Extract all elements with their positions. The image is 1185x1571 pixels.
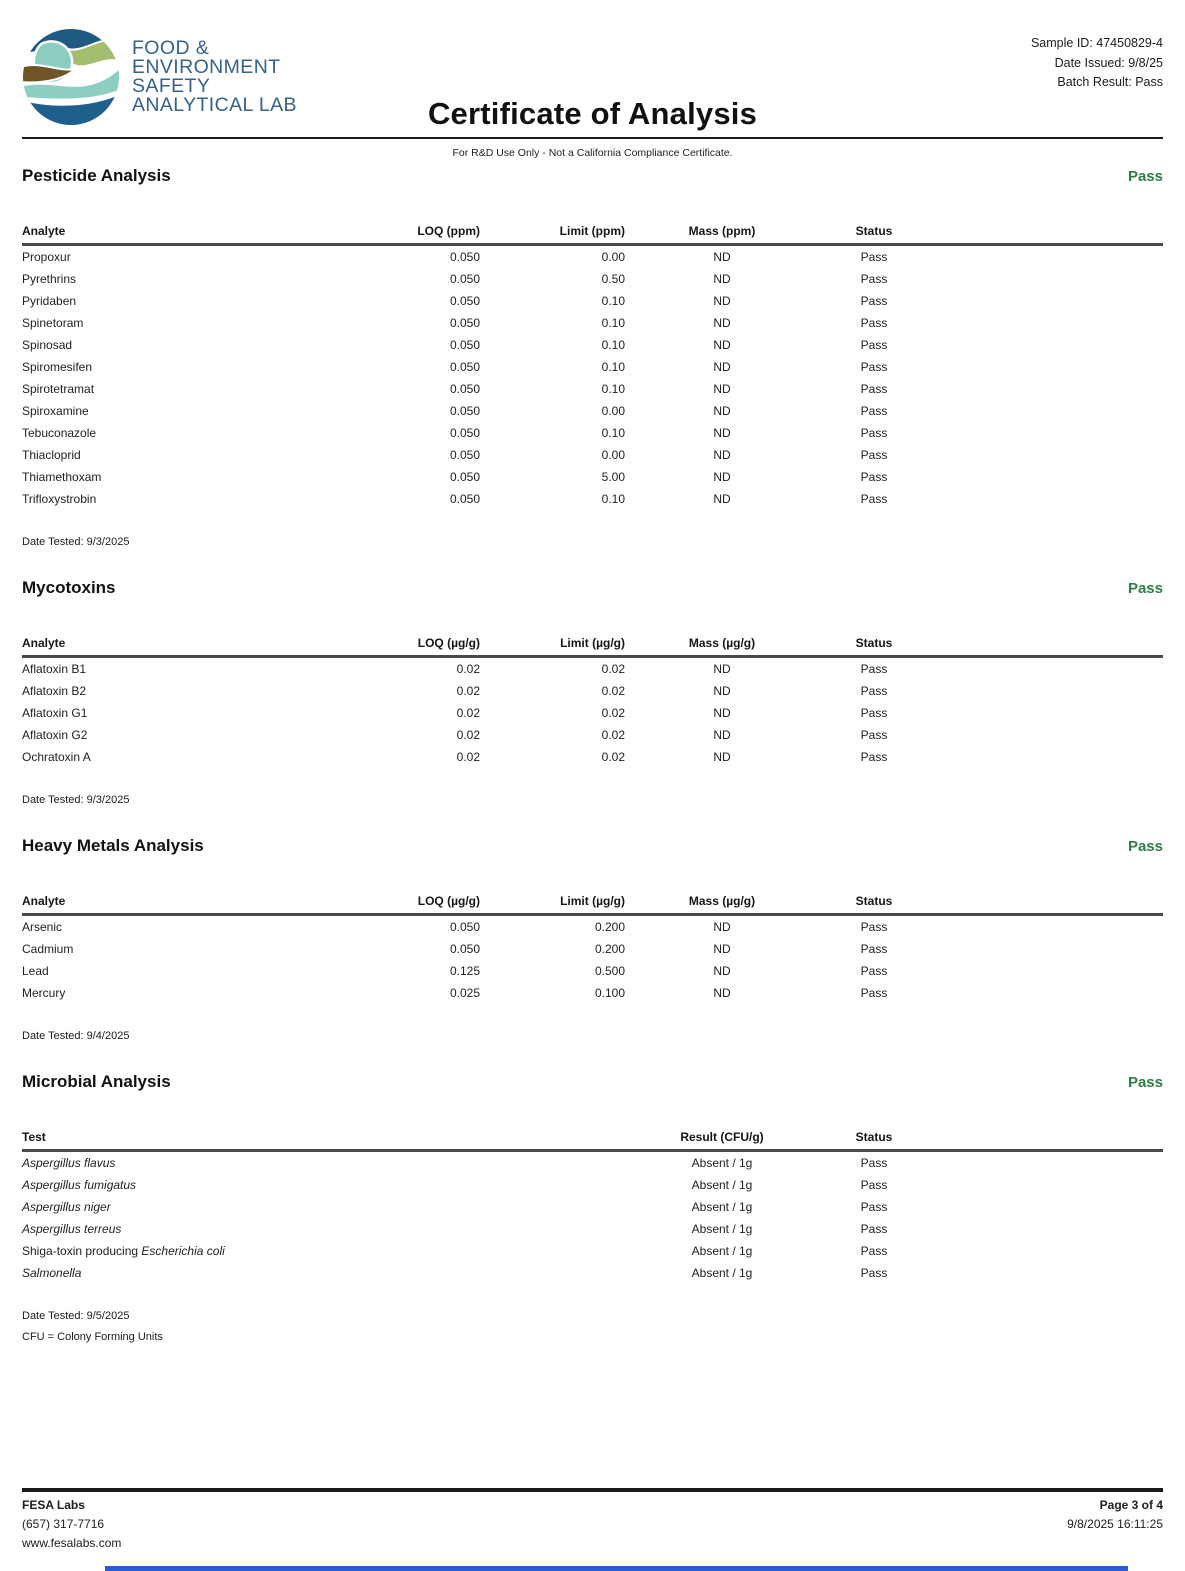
sample-info-block: [1031, 34, 1163, 93]
cell-filler: [929, 960, 1163, 982]
cell-analyte: Mercury: [22, 986, 66, 1000]
table-row: [22, 400, 1163, 422]
document-title: Certificate of Analysis: [427, 96, 758, 131]
table-row: [22, 938, 1163, 960]
header-status: Status: [819, 624, 929, 657]
section-header: [22, 836, 1163, 856]
table-row: [22, 1174, 1163, 1196]
cell-loq: 0.025: [449, 986, 480, 1000]
cell-test-name: [22, 1262, 625, 1284]
cell-limit: 0.00: [601, 448, 625, 462]
cell-limit: 0.02: [601, 684, 625, 698]
section-title: Microbial Analysis: [22, 1072, 171, 1091]
cell-mass: ND: [713, 338, 731, 352]
cell-loq: 0.02: [456, 706, 480, 720]
test-name-italic: Aspergillus niger: [22, 1200, 111, 1214]
cell-filler: [929, 1151, 1163, 1175]
cell-mass: ND: [713, 964, 731, 978]
cell-filler: [929, 746, 1163, 768]
cell-filler: [929, 680, 1163, 702]
cell-filler: [929, 724, 1163, 746]
section-header: [22, 166, 1163, 186]
cell-limit: 0.10: [601, 426, 625, 440]
cell-status: Pass: [860, 1222, 888, 1236]
cell-analyte: Thiamethoxam: [22, 470, 102, 484]
cell-filler: [929, 657, 1163, 681]
footer-page-number: Page 3 of 4: [1099, 1498, 1163, 1512]
footer-accent-bar: [105, 1566, 1128, 1571]
cell-filler: [929, 290, 1163, 312]
cell-mass: ND: [713, 750, 731, 764]
cell-filler: [929, 488, 1163, 510]
section-title: Pesticide Analysis: [22, 166, 171, 185]
table-row: [22, 1218, 1163, 1240]
date-tested-note: Date Tested: 9/3/2025: [22, 794, 130, 806]
header-limit: Limit (ppm): [480, 212, 625, 245]
table-row: [22, 290, 1163, 312]
table-row: [22, 378, 1163, 400]
table-row: [22, 1196, 1163, 1218]
section-microbial-analysis: [22, 1072, 1163, 1343]
header-filler: [929, 624, 1163, 657]
cell-test-name: [22, 1240, 625, 1262]
cell-filler: [929, 1218, 1163, 1240]
cell-analyte: Arsenic: [22, 920, 63, 934]
cell-analyte: Lead: [22, 964, 49, 978]
section-header: [22, 578, 1163, 598]
cell-status: Pass: [860, 492, 888, 506]
cell-result: Absent / 1g: [691, 1244, 753, 1258]
test-name-italic: Escherichia coli: [141, 1244, 225, 1258]
cell-mass: ND: [713, 382, 731, 396]
cell-analyte: Trifloxystrobin: [22, 492, 97, 506]
cell-status: Pass: [860, 404, 888, 418]
disclaimer-text: For R&D Use Only - Not a California Compliance Certificate.: [452, 147, 733, 159]
cell-loq: 0.050: [449, 404, 480, 418]
cell-mass: ND: [713, 492, 731, 506]
header-status: Status: [819, 212, 929, 245]
cell-analyte: Tebuconazole: [22, 426, 97, 440]
cell-limit: 0.500: [594, 964, 625, 978]
cell-mass: ND: [713, 426, 731, 440]
cell-status: Pass: [860, 250, 888, 264]
header-analyte: Analyte: [22, 624, 352, 657]
header-result: Result (CFU/g): [625, 1118, 819, 1151]
report-body: [22, 163, 1163, 1343]
cell-status: Pass: [860, 728, 888, 742]
footer-phone: (657) 317-7716: [22, 1517, 105, 1531]
cell-loq: 0.050: [449, 448, 480, 462]
cell-filler: [929, 378, 1163, 400]
wordmark-line: ENVIRONMENT: [132, 56, 281, 78]
cell-mass: ND: [713, 942, 731, 956]
cell-filler: [929, 422, 1163, 444]
section-title: Heavy Metals Analysis: [22, 836, 204, 855]
table-row: [22, 960, 1163, 982]
cell-mass: ND: [713, 728, 731, 742]
cell-status: Pass: [860, 1244, 888, 1258]
cell-analyte: Spinosad: [22, 338, 73, 352]
cell-test-name: [22, 1218, 625, 1240]
pesticide-table: [22, 212, 1163, 510]
table-header-row: [22, 624, 1163, 657]
cell-analyte: Pyrethrins: [22, 272, 77, 286]
table-row: [22, 488, 1163, 510]
cell-limit: 0.00: [601, 250, 625, 264]
cell-filler: [929, 400, 1163, 422]
cell-status: Pass: [860, 338, 888, 352]
table-row: [22, 444, 1163, 466]
table-row: [22, 702, 1163, 724]
cell-mass: ND: [713, 360, 731, 374]
cell-status: Pass: [860, 706, 888, 720]
header-mass: Mass (ppm): [625, 212, 819, 245]
cell-analyte: Spinetoram: [22, 316, 84, 330]
cell-status: Pass: [860, 272, 888, 286]
cfu-definition-note: CFU = Colony Forming Units: [22, 1331, 163, 1343]
section-status-badge: Pass: [1127, 168, 1163, 185]
cell-loq: 0.050: [449, 470, 480, 484]
cell-mass: ND: [713, 250, 731, 264]
cell-status: Pass: [860, 942, 888, 956]
cell-analyte: Propoxur: [22, 250, 71, 264]
header-limit: Limit (µg/g): [480, 882, 625, 915]
cell-limit: 5.00: [601, 470, 625, 484]
header-limit: Limit (µg/g): [480, 624, 625, 657]
cell-result: Absent / 1g: [691, 1200, 753, 1214]
cell-limit: 0.02: [601, 750, 625, 764]
cell-status: Pass: [860, 294, 888, 308]
footer-website: www.fesalabs.com: [22, 1536, 122, 1550]
cell-loq: 0.050: [449, 942, 480, 956]
footer-company: FESA Labs: [22, 1498, 85, 1512]
wordmark-line: SAFETY: [132, 75, 211, 97]
test-name-italic: Aspergillus fumigatus: [22, 1178, 137, 1192]
cell-loq: 0.02: [456, 662, 480, 676]
batch-result: Batch Result: Pass: [1057, 75, 1163, 89]
microbial-table: [22, 1118, 1163, 1284]
cell-loq: 0.050: [449, 338, 480, 352]
cell-status: Pass: [860, 470, 888, 484]
cell-loq: 0.050: [449, 250, 480, 264]
cell-mass: ND: [713, 684, 731, 698]
header-status: Status: [819, 882, 929, 915]
table-row: [22, 680, 1163, 702]
section-status-badge: Pass: [1127, 838, 1163, 855]
header-loq: LOQ (µg/g): [352, 624, 480, 657]
cell-status: Pass: [860, 1156, 888, 1170]
cell-filler: [929, 312, 1163, 334]
cell-limit: 0.100: [594, 986, 625, 1000]
cell-loq: 0.050: [449, 272, 480, 286]
cell-mass: ND: [713, 920, 731, 934]
wordmark-line: ANALYTICAL LAB: [132, 94, 297, 116]
cell-filler: [929, 1196, 1163, 1218]
cell-limit: 0.50: [601, 272, 625, 286]
footer-left: [22, 1498, 121, 1555]
table-header-row: [22, 1118, 1163, 1151]
header-status: Status: [819, 1118, 929, 1151]
cell-limit: 0.02: [601, 706, 625, 720]
cell-analyte: Spiroxamine: [22, 404, 89, 418]
cell-mass: ND: [713, 294, 731, 308]
cell-limit: 0.00: [601, 404, 625, 418]
header-filler: [929, 882, 1163, 915]
cell-filler: [929, 1174, 1163, 1196]
cell-mass: ND: [713, 448, 731, 462]
cell-status: Pass: [860, 662, 888, 676]
cell-status: Pass: [860, 316, 888, 330]
cell-result: Absent / 1g: [691, 1222, 753, 1236]
date-tested-note: Date Tested: 9/4/2025: [22, 1030, 130, 1042]
cell-analyte: Aflatoxin B1: [22, 662, 87, 676]
cell-limit: 0.10: [601, 338, 625, 352]
page-footer: [22, 1488, 1163, 1555]
cell-filler: [929, 938, 1163, 960]
cell-loq: 0.050: [449, 294, 480, 308]
section-status-badge: Pass: [1127, 1074, 1163, 1091]
date-issued: Date Issued: 9/8/25: [1054, 55, 1163, 70]
test-name-regular: Shiga-toxin producing: [22, 1244, 142, 1258]
mycotoxins-table: [22, 624, 1163, 768]
cell-result: Absent / 1g: [691, 1178, 753, 1192]
test-name-italic: Aspergillus terreus: [22, 1222, 122, 1236]
cell-filler: [929, 444, 1163, 466]
cell-loq: 0.050: [449, 316, 480, 330]
header-mass: Mass (µg/g): [625, 624, 819, 657]
cell-limit: 0.10: [601, 316, 625, 330]
cell-loq: 0.050: [449, 360, 480, 374]
date-tested-note: Date Tested: 9/5/2025: [22, 1310, 130, 1322]
cell-limit: 0.10: [601, 360, 625, 374]
wordmark-line: FOOD &: [132, 37, 210, 59]
test-name-italic: Aspergillus flavus: [22, 1156, 116, 1170]
cell-status: Pass: [860, 684, 888, 698]
cell-result: Absent / 1g: [691, 1156, 753, 1170]
cell-loq: 0.050: [449, 492, 480, 506]
cell-test-name: [22, 1151, 625, 1175]
cell-filler: [929, 1240, 1163, 1262]
table-row: [22, 657, 1163, 681]
date-tested-note: Date Tested: 9/3/2025: [22, 536, 130, 548]
header-test: Test: [22, 1118, 625, 1151]
section-title: Mycotoxins: [22, 578, 116, 597]
footer-timestamp: 9/8/2025 16:11:25: [1067, 1517, 1163, 1531]
section-status-badge: Pass: [1127, 580, 1163, 597]
cell-analyte: Pyridaben: [22, 294, 77, 308]
table-header-row: [22, 882, 1163, 915]
cell-mass: ND: [713, 470, 731, 484]
cell-filler: [929, 334, 1163, 356]
cell-analyte: Aflatoxin G2: [22, 728, 88, 742]
header-filler: [929, 1118, 1163, 1151]
table-row: [22, 268, 1163, 290]
sample-id: Sample ID: 47450829-4: [1030, 36, 1163, 50]
table-row: [22, 334, 1163, 356]
table-row: [22, 746, 1163, 768]
cell-analyte: Spirotetramat: [22, 382, 95, 396]
cell-filler: [929, 915, 1163, 939]
cell-status: Pass: [860, 382, 888, 396]
cell-loq: 0.125: [449, 964, 480, 978]
cell-limit: 0.10: [601, 382, 625, 396]
cell-status: Pass: [860, 448, 888, 462]
cell-status: Pass: [860, 360, 888, 374]
table-header-row: [22, 212, 1163, 245]
cell-status: Pass: [860, 750, 888, 764]
cell-filler: [929, 702, 1163, 724]
cell-status: Pass: [860, 1200, 888, 1214]
header-analyte: Analyte: [22, 212, 352, 245]
table-row: [22, 245, 1163, 269]
table-row: [22, 982, 1163, 1004]
cell-limit: 0.10: [601, 294, 625, 308]
cell-test-name: [22, 1196, 625, 1218]
header-loq: LOQ (µg/g): [352, 882, 480, 915]
footer-right: [1067, 1498, 1163, 1555]
header-analyte: Analyte: [22, 882, 352, 915]
cell-loq: 0.050: [449, 382, 480, 396]
table-row: [22, 466, 1163, 488]
cell-loq: 0.02: [456, 750, 480, 764]
cell-analyte: Thiacloprid: [22, 448, 81, 462]
title-divider: [22, 137, 1163, 139]
cell-mass: ND: [713, 662, 731, 676]
cell-limit: 0.02: [601, 662, 625, 676]
cell-status: Pass: [860, 964, 888, 978]
cell-limit: 0.200: [594, 942, 625, 956]
header-loq: LOQ (ppm): [352, 212, 480, 245]
table-row: [22, 312, 1163, 334]
cell-loq: 0.02: [456, 684, 480, 698]
cell-test-name: [22, 1174, 625, 1196]
section-pesticide-analysis: [22, 166, 1163, 548]
cell-loq: 0.050: [449, 426, 480, 440]
cell-filler: [929, 356, 1163, 378]
section-header: [22, 1072, 1163, 1092]
section-heavy-metals: [22, 836, 1163, 1042]
cell-status: Pass: [860, 986, 888, 1000]
cell-mass: ND: [713, 986, 731, 1000]
cell-filler: [929, 245, 1163, 269]
cell-mass: ND: [713, 272, 731, 286]
cell-status: Pass: [860, 426, 888, 440]
table-row: [22, 1240, 1163, 1262]
cell-filler: [929, 982, 1163, 1004]
test-name-italic: Salmonella: [22, 1266, 82, 1280]
table-row: [22, 356, 1163, 378]
cell-limit: 0.02: [601, 728, 625, 742]
cell-limit: 0.10: [601, 492, 625, 506]
table-row: [22, 724, 1163, 746]
heavy-metals-table: [22, 882, 1163, 1004]
table-row: [22, 1262, 1163, 1284]
cell-mass: ND: [713, 316, 731, 330]
cell-status: Pass: [860, 920, 888, 934]
cell-mass: ND: [713, 404, 731, 418]
cell-analyte: Aflatoxin G1: [22, 706, 88, 720]
cell-analyte: Spiromesifen: [22, 360, 93, 374]
cell-analyte: Aflatoxin B2: [22, 684, 87, 698]
cell-status: Pass: [860, 1266, 888, 1280]
section-mycotoxins: [22, 578, 1163, 806]
cell-loq: 0.02: [456, 728, 480, 742]
cell-filler: [929, 466, 1163, 488]
cell-loq: 0.050: [449, 920, 480, 934]
cell-filler: [929, 268, 1163, 290]
cell-mass: ND: [713, 706, 731, 720]
header-mass: Mass (µg/g): [625, 882, 819, 915]
cell-analyte: Cadmium: [22, 942, 74, 956]
table-row: [22, 422, 1163, 444]
cell-limit: 0.200: [594, 920, 625, 934]
table-row: [22, 1151, 1163, 1175]
header-filler: [929, 212, 1163, 245]
cell-analyte: Ochratoxin A: [22, 750, 91, 764]
cell-status: Pass: [860, 1178, 888, 1192]
cell-filler: [929, 1262, 1163, 1284]
table-row: [22, 915, 1163, 939]
cell-result: Absent / 1g: [691, 1266, 753, 1280]
